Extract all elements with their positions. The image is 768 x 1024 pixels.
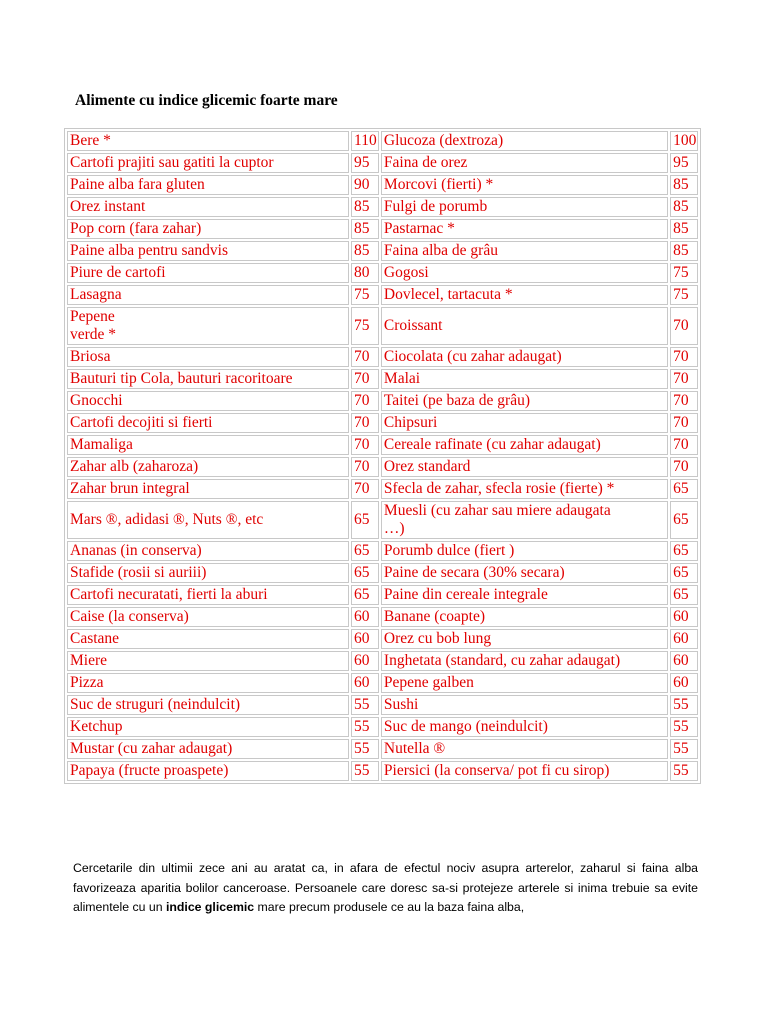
gi-value-cell: 55	[670, 739, 698, 759]
food-name-cell: Piersici (la conserva/ pot fi cu sirop)	[381, 761, 668, 781]
table-row	[67, 541, 698, 561]
gi-value-cell: 85	[351, 241, 379, 261]
food-name-cell: Bere *	[67, 131, 349, 151]
food-name-cell: Sfecla de zahar, sfecla rosie (fierte) *	[381, 479, 668, 499]
food-name-cell: Banane (coapte)	[381, 607, 668, 627]
gi-value-cell: 70	[351, 391, 379, 411]
food-name-cell: Faina de orez	[381, 153, 668, 173]
gi-value-cell: 60	[351, 629, 379, 649]
table-row	[67, 457, 698, 477]
gi-value-cell: 60	[351, 607, 379, 627]
food-name-cell: Caise (la conserva)	[67, 607, 349, 627]
gi-value-cell: 65	[670, 501, 698, 539]
food-name-cell: Inghetata (standard, cu zahar adaugat)	[381, 651, 668, 671]
gi-value-cell: 70	[670, 391, 698, 411]
table-row	[67, 501, 698, 539]
gi-value-cell: 65	[351, 541, 379, 561]
gi-value-cell: 60	[670, 607, 698, 627]
gi-value-cell: 85	[351, 219, 379, 239]
food-name-cell: Paine alba pentru sandvis	[67, 241, 349, 261]
food-name-cell: Suc de struguri (neindulcit)	[67, 695, 349, 715]
food-name-cell: Gnocchi	[67, 391, 349, 411]
gi-value-cell: 70	[351, 435, 379, 455]
gi-value-cell: 70	[351, 479, 379, 499]
gi-value-cell: 80	[351, 263, 379, 283]
food-name-cell: Chipsuri	[381, 413, 668, 433]
table-row	[67, 479, 698, 499]
gi-value-cell: 60	[670, 629, 698, 649]
food-name-cell: Suc de mango (neindulcit)	[381, 717, 668, 737]
table-body	[67, 131, 698, 781]
food-name-cell: Gogosi	[381, 263, 668, 283]
gi-value-cell: 70	[351, 347, 379, 367]
food-name-cell: Castane	[67, 629, 349, 649]
food-name-cell: Croissant	[381, 307, 668, 345]
food-name-cell: Morcovi (fierti) *	[381, 175, 668, 195]
gi-value-cell: 65	[670, 563, 698, 583]
table-row	[67, 219, 698, 239]
page-title: Alimente cu indice glicemic foarte mare	[75, 92, 338, 109]
gi-value-cell: 60	[670, 651, 698, 671]
table-row	[67, 263, 698, 283]
gi-value-cell: 55	[351, 739, 379, 759]
food-name-cell: Orez instant	[67, 197, 349, 217]
table-row	[67, 241, 698, 261]
gi-value-cell: 65	[351, 563, 379, 583]
table-row	[67, 435, 698, 455]
food-name-cell: Piure de cartofi	[67, 263, 349, 283]
table-row	[67, 347, 698, 367]
food-name-cell: Pizza	[67, 673, 349, 693]
gi-value-cell: 85	[670, 219, 698, 239]
gi-value-cell: 70	[670, 347, 698, 367]
gi-value-cell: 65	[670, 479, 698, 499]
food-name-cell: Nutella ®	[381, 739, 668, 759]
food-name-cell: Cartofi prajiti sau gatiti la cuptor	[67, 153, 349, 173]
paragraph-text-end: mare precum produsele ce au la baza faina alba,	[254, 900, 525, 915]
gi-value-cell: 70	[351, 369, 379, 389]
table-row	[67, 131, 698, 151]
food-name-cell: Pepene galben	[381, 673, 668, 693]
gi-value-cell: 75	[351, 285, 379, 305]
food-name-cell: Sushi	[381, 695, 668, 715]
table-row	[67, 307, 698, 345]
table-row	[67, 285, 698, 305]
gi-value-cell: 70	[670, 457, 698, 477]
food-name-cell: Mars ®, adidasi ®, Nuts ®, etc	[67, 501, 349, 539]
food-name-cell: Zahar alb (zaharoza)	[67, 457, 349, 477]
gi-value-cell: 55	[351, 717, 379, 737]
gi-value-cell: 70	[670, 413, 698, 433]
food-name-cell: Fulgi de porumb	[381, 197, 668, 217]
food-name-cell: Pop corn (fara zahar)	[67, 219, 349, 239]
gi-value-cell: 70	[351, 413, 379, 433]
table-row	[67, 153, 698, 173]
gi-value-cell: 60	[351, 651, 379, 671]
table-row	[67, 673, 698, 693]
gi-value-cell: 75	[670, 263, 698, 283]
gi-value-cell: 85	[670, 175, 698, 195]
gi-value-cell: 85	[670, 241, 698, 261]
table-row	[67, 717, 698, 737]
body-paragraph	[73, 859, 698, 918]
food-name-cell: Faina alba de grâu	[381, 241, 668, 261]
gi-value-cell: 95	[670, 153, 698, 173]
gi-value-cell: 60	[670, 673, 698, 693]
food-name-cell: Cereale rafinate (cu zahar adaugat)	[381, 435, 668, 455]
food-name-cell: Ananas (in conserva)	[67, 541, 349, 561]
food-name-cell: Bauturi tip Cola, bauturi racoritoare	[67, 369, 349, 389]
table-row	[67, 413, 698, 433]
glycemic-index-table	[64, 128, 701, 784]
food-name-cell: Zahar brun integral	[67, 479, 349, 499]
gi-value-cell: 55	[670, 717, 698, 737]
paragraph-bold-term: indice glicemic	[165, 900, 255, 915]
gi-value-cell: 65	[670, 541, 698, 561]
gi-value-cell: 60	[351, 673, 379, 693]
gi-value-cell: 65	[351, 585, 379, 605]
gi-value-cell: 55	[670, 695, 698, 715]
gi-value-cell: 110	[351, 131, 379, 151]
table-row	[67, 651, 698, 671]
food-name-cell: Briosa	[67, 347, 349, 367]
food-name-cell: Ciocolata (cu zahar adaugat)	[381, 347, 668, 367]
food-name-cell: Paine din cereale integrale	[381, 585, 668, 605]
gi-value-cell: 75	[670, 285, 698, 305]
table-row	[67, 761, 698, 781]
gi-value-cell: 70	[670, 369, 698, 389]
food-name-cell: Taitei (pe baza de grâu)	[381, 391, 668, 411]
table-row	[67, 563, 698, 583]
gi-value-cell: 55	[351, 761, 379, 781]
table-row	[67, 175, 698, 195]
gi-value-cell: 100	[670, 131, 698, 151]
gi-value-cell: 70	[351, 457, 379, 477]
gi-value-cell: 55	[351, 695, 379, 715]
gi-value-cell: 70	[670, 435, 698, 455]
food-name-cell: Cartofi necuratati, fierti la aburi	[67, 585, 349, 605]
food-name-cell: Ketchup	[67, 717, 349, 737]
paragraph-text-start: Cercetarile din ultimii zece ani au aratat ca, in afara de efectul nociv asupra arterelor, zaharul si faina alba favorizeaza aparitia bolilor canceroase. Persoanele care doresc sa-si protejeze arterele si inima trebuie sa evite alimentele cu un	[73, 861, 698, 915]
gi-value-cell: 90	[351, 175, 379, 195]
gi-value-cell: 55	[670, 761, 698, 781]
table-row	[67, 585, 698, 605]
gi-value-cell: 85	[351, 197, 379, 217]
food-name-cell: Glucoza (dextroza)	[381, 131, 668, 151]
food-name-cell: Stafide (rosii si auriii)	[67, 563, 349, 583]
food-name-cell: Lasagna	[67, 285, 349, 305]
gi-value-cell: 70	[670, 307, 698, 345]
food-name-cell: Porumb dulce (fiert )	[381, 541, 668, 561]
food-name-cell: Mamaliga	[67, 435, 349, 455]
food-name-cell: Papaya (fructe proaspete)	[67, 761, 349, 781]
food-name-cell: Miere	[67, 651, 349, 671]
table-row	[67, 739, 698, 759]
food-name-cell: Cartofi decojiti si fierti	[67, 413, 349, 433]
food-name-cell: Muesli (cu zahar sau miere adaugata …)	[381, 501, 668, 539]
food-name-cell: Mustar (cu zahar adaugat)	[67, 739, 349, 759]
food-name-cell: Pastarnac *	[381, 219, 668, 239]
food-name-cell: Orez standard	[381, 457, 668, 477]
table-row	[67, 695, 698, 715]
table-row	[67, 629, 698, 649]
table-row	[67, 197, 698, 217]
food-name-cell: Pepene verde *	[67, 307, 349, 345]
gi-value-cell: 65	[670, 585, 698, 605]
gi-value-cell: 85	[670, 197, 698, 217]
gi-value-cell: 65	[351, 501, 379, 539]
table-row	[67, 391, 698, 411]
gi-value-cell: 95	[351, 153, 379, 173]
food-name-cell: Orez cu bob lung	[381, 629, 668, 649]
food-name-cell: Malai	[381, 369, 668, 389]
table-row	[67, 607, 698, 627]
gi-value-cell: 75	[351, 307, 379, 345]
food-name-cell: Dovlecel, tartacuta *	[381, 285, 668, 305]
food-name-cell: Paine de secara (30% secara)	[381, 563, 668, 583]
table-row	[67, 369, 698, 389]
food-name-cell: Paine alba fara gluten	[67, 175, 349, 195]
